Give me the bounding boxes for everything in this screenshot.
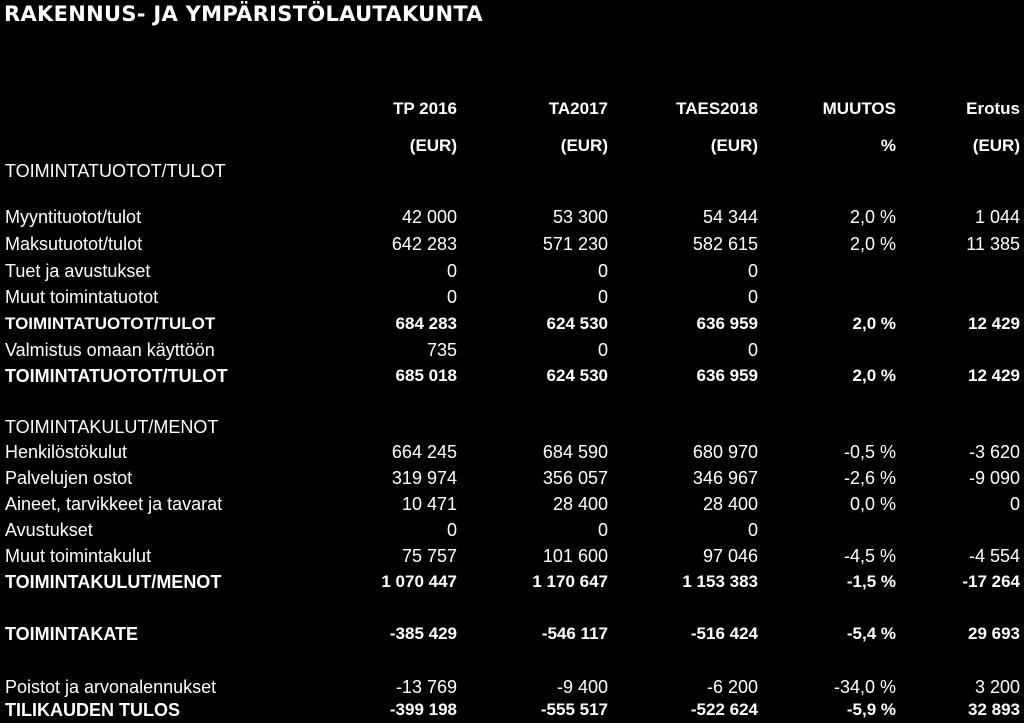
section-label-expenses-row bbox=[0, 417, 1024, 439]
section-label-expenses: TOIMINTAKULUT/MENOT bbox=[5, 417, 219, 437]
value-ta2017: -555 517 bbox=[540, 700, 608, 719]
value-ta2017: 0 bbox=[597, 261, 608, 281]
col-unit-ta2017: (EUR) bbox=[560, 136, 608, 155]
row-label: Poistot ja arvonalennukset bbox=[5, 677, 217, 697]
col-unit-tp2016: (EUR) bbox=[409, 136, 457, 155]
value-taes2018: 0 bbox=[747, 261, 758, 281]
col-header-erotus: Erotus bbox=[966, 99, 1020, 118]
value-tp2016: 319 974 bbox=[391, 468, 457, 488]
col-header-taes2018: TAES2018 bbox=[676, 99, 758, 118]
col-unit-taes2018: (EUR) bbox=[710, 136, 758, 155]
value-tp2016: 42 000 bbox=[401, 207, 457, 227]
value-tp2016: 0 bbox=[446, 520, 457, 540]
col-unit-muutos: % bbox=[880, 136, 896, 155]
value-ta2017: 571 230 bbox=[542, 234, 608, 254]
value-erotus: 0 bbox=[1009, 494, 1020, 514]
row-label: TOIMINTATUOTOT/TULOT bbox=[5, 366, 228, 386]
value-erotus: 29 693 bbox=[968, 624, 1020, 643]
value-tp2016: -399 198 bbox=[389, 700, 457, 719]
table-row bbox=[0, 494, 1024, 516]
value-tp2016: 10 471 bbox=[401, 494, 457, 514]
value-ta2017: 0 bbox=[597, 287, 608, 307]
row-label: Muut toimintakulut bbox=[5, 546, 152, 566]
value-ta2017: -546 117 bbox=[541, 624, 608, 643]
value-taes2018: -6 200 bbox=[706, 677, 758, 697]
row-label: Henkilöstökulut bbox=[5, 442, 128, 462]
value-taes2018: 97 046 bbox=[702, 546, 758, 566]
value-erotus: 1 044 bbox=[974, 207, 1020, 227]
row-label: TOIMINTAKULUT/MENOT bbox=[5, 572, 222, 592]
value-tp2016: 735 bbox=[426, 340, 457, 360]
row-label: TOIMINTATUOTOT/TULOT bbox=[5, 314, 216, 333]
value-tp2016: 685 018 bbox=[395, 366, 457, 385]
row-label: Aineet, tarvikkeet ja tavarat bbox=[5, 494, 223, 514]
value-taes2018: 346 967 bbox=[692, 468, 758, 488]
col-unit-erotus: (EUR) bbox=[972, 136, 1020, 155]
value-tp2016: -385 429 bbox=[389, 624, 457, 643]
table-row-subtotal bbox=[0, 314, 1024, 336]
table-row-total bbox=[0, 572, 1024, 594]
value-erotus: 3 200 bbox=[974, 677, 1020, 697]
row-label: Maksutuotot/tulot bbox=[5, 234, 143, 254]
value-muutos: -0,5 % bbox=[843, 442, 896, 462]
value-tp2016: 684 283 bbox=[395, 314, 457, 333]
value-ta2017: 1 170 647 bbox=[532, 572, 608, 591]
value-taes2018: 582 615 bbox=[692, 234, 758, 254]
row-label: TILIKAUDEN TULOS bbox=[5, 700, 180, 720]
value-ta2017: 53 300 bbox=[552, 207, 608, 227]
value-tp2016: 1 070 447 bbox=[381, 572, 457, 591]
value-tp2016: 664 245 bbox=[391, 442, 457, 462]
value-muutos: -34,0 % bbox=[833, 677, 896, 697]
value-ta2017: 101 600 bbox=[542, 546, 608, 566]
row-label: Tuet ja avustukset bbox=[5, 261, 151, 281]
value-ta2017: 684 590 bbox=[542, 442, 608, 462]
value-ta2017: 356 057 bbox=[542, 468, 608, 488]
value-taes2018: 636 959 bbox=[696, 366, 758, 385]
table-row bbox=[0, 442, 1024, 464]
table-row-total bbox=[0, 366, 1024, 388]
value-ta2017: 0 bbox=[597, 340, 608, 360]
value-tp2016: 0 bbox=[446, 287, 457, 307]
value-muutos: -2,6 % bbox=[843, 468, 896, 488]
col-header-ta2017: TA2017 bbox=[548, 99, 608, 118]
value-erotus: 12 429 bbox=[968, 366, 1020, 385]
value-muutos: -5,9 % bbox=[846, 700, 896, 719]
value-taes2018: -516 424 bbox=[690, 624, 758, 643]
table-row bbox=[0, 546, 1024, 568]
table-row bbox=[0, 520, 1024, 542]
value-erotus: -4 554 bbox=[968, 546, 1020, 566]
value-muutos: -5,4 % bbox=[846, 624, 896, 643]
row-label: Valmistus omaan käyttöön bbox=[5, 340, 215, 360]
value-muutos: 2,0 % bbox=[852, 314, 896, 333]
value-tp2016: 75 757 bbox=[401, 546, 457, 566]
value-muutos: 0,0 % bbox=[849, 494, 896, 514]
value-muutos: 2,0 % bbox=[849, 234, 896, 254]
value-muutos: 2,0 % bbox=[849, 207, 896, 227]
value-taes2018: 636 959 bbox=[696, 314, 758, 333]
value-taes2018: 0 bbox=[747, 287, 758, 307]
row-label: TOIMINTAKATE bbox=[5, 624, 138, 644]
value-erotus: 12 429 bbox=[968, 314, 1020, 333]
value-ta2017: 28 400 bbox=[552, 494, 608, 514]
table-row bbox=[0, 468, 1024, 490]
table-row-total bbox=[0, 700, 1024, 722]
table-row bbox=[0, 340, 1024, 362]
value-tp2016: -13 769 bbox=[395, 677, 457, 697]
section-label-income: TOIMINTATUOTOT/TULOT bbox=[5, 161, 226, 181]
table-row bbox=[0, 234, 1024, 256]
table-row bbox=[0, 207, 1024, 229]
row-label: Avustukset bbox=[5, 520, 93, 540]
value-taes2018: 54 344 bbox=[702, 207, 758, 227]
value-ta2017: -9 400 bbox=[556, 677, 608, 697]
value-taes2018: 0 bbox=[747, 340, 758, 360]
value-ta2017: 0 bbox=[597, 520, 608, 540]
value-tp2016: 0 bbox=[446, 261, 457, 281]
value-erotus: 11 385 bbox=[966, 234, 1020, 254]
row-label: Palvelujen ostot bbox=[5, 468, 133, 488]
page-title: RAKENNUS- JA YMPÄRISTÖLAUTAKUNTA bbox=[4, 2, 483, 26]
value-erotus: -17 264 bbox=[962, 572, 1020, 591]
col-header-muutos: MUUTOS bbox=[822, 99, 896, 118]
value-taes2018: 28 400 bbox=[702, 494, 758, 514]
value-muutos: -4,5 % bbox=[843, 546, 896, 566]
table-row bbox=[0, 261, 1024, 283]
value-taes2018: -522 624 bbox=[690, 700, 758, 719]
table-row-total bbox=[0, 624, 1024, 646]
value-taes2018: 680 970 bbox=[692, 442, 758, 462]
value-ta2017: 624 530 bbox=[546, 366, 608, 385]
value-taes2018: 0 bbox=[747, 520, 758, 540]
value-erotus: -3 620 bbox=[968, 442, 1020, 462]
table-row bbox=[0, 287, 1024, 309]
col-header-tp2016: TP 2016 bbox=[393, 99, 457, 118]
value-muutos: 2,0 % bbox=[852, 366, 896, 385]
row-label: Myyntituotot/tulot bbox=[5, 207, 142, 227]
row-label: Muut toimintatuotot bbox=[5, 287, 159, 307]
value-tp2016: 642 283 bbox=[391, 234, 457, 254]
value-erotus: 32 893 bbox=[968, 700, 1020, 719]
value-taes2018: 1 153 383 bbox=[682, 572, 758, 591]
table-row bbox=[0, 677, 1024, 699]
value-muutos: -1,5 % bbox=[846, 572, 896, 591]
value-erotus: -9 090 bbox=[968, 468, 1020, 488]
value-ta2017: 624 530 bbox=[546, 314, 608, 333]
